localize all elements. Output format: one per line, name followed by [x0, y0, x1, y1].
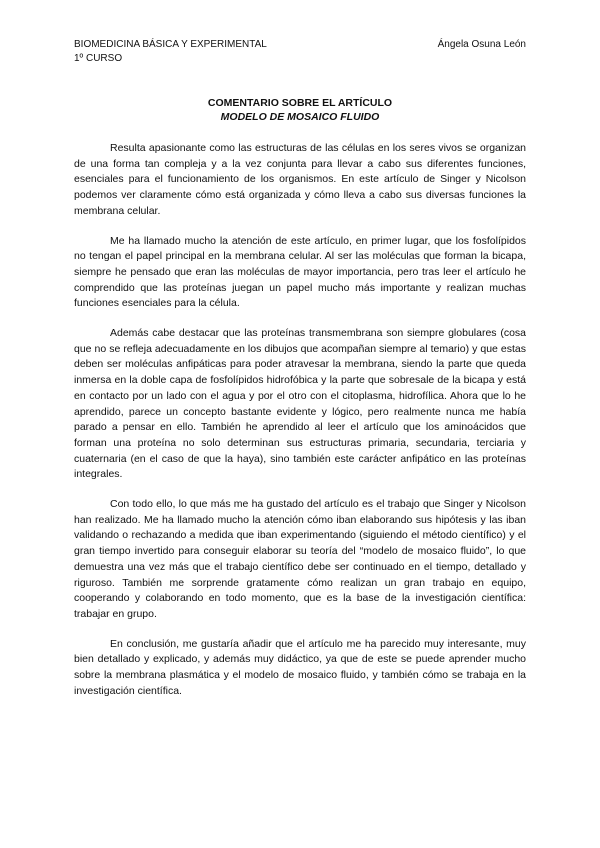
- header-course: 1º CURSO: [74, 53, 123, 64]
- paragraph: En conclusión, me gustaría añadir que el artículo me ha parecido muy interesante, muy bien detallado y explicado, y además muy didáctico, ya que de este se puede aprender mucho sobre la membrana plasmática y el modelo de mosaico fluido, y también cómo se trabaja en la investigación científica.: [74, 637, 526, 697]
- document-title: [74, 96, 526, 124]
- paragraph: Resulta apasionante como las estructuras de las células en los seres vivos se organizan de una forma tan compleja y a la vez conjunta para llevar a cabo sus diferentes funciones, esenciales para el funcionamiento de los organismos. En este artículo de Singer y Nicolson podemos ver claramente cómo está organizada y cómo lleva a cabo sus diversas funciones la membrana celular.: [74, 142, 526, 217]
- paragraph: Me ha llamado mucho la atención de este artículo, en primer lugar, que los fosfolípidos no tengan el papel principal en la membrana celular. Al ser las moléculas que forman la bicapa, siempre he pensado que eran las moléculas de mayor importancia, pero tras leer el artículo he comprendido que las proteínas juegan un papel mucho más importante y realizan muchas funciones esenciales para la célula.: [74, 234, 526, 310]
- title-main: COMENTARIO SOBRE EL ARTÍCULO: [207, 97, 393, 109]
- paragraph: Además cabe destacar que las proteínas transmembrana son siempre globulares (cosa que no se refleja adecuadamente en los dibujos que acompañan siempre al temario) y que estas deben ser moléculas anfipáticas para poder atravesar la membrana, siendo la parte que queda inmersa en la doble capa de fosfolípidos hidrofóbica y la parte que sobresale de la bicapa y está en contacto por un lado con el agua y por el otro con el citoplasma, hidrofílica. Ahora que lo he aprendido, parece un concepto bastante evidente y lógico, pero realmente nunca me había parado a pensar en ello. También he aprendido al leer el artículo que los aminoácidos que forman una proteína no solo determinan sus estructuras primaria, secundaria, terciaria y cuaternaria (en el caso de que la haya), sino también este carácter anfipático en las proteínas integrales.: [74, 327, 526, 481]
- paragraph: Con todo ello, lo que más me ha gustado del artículo es el trabajo que Singer y Nicolson han realizado. Me ha llamado mucho la atención cómo iban elaborando sus hipótesis y las iban validando o rechazando a medida que iban experimentando (siguiendo el método científico) y el gran tiempo invertido para conseguir elaborar su teoría del “modelo de mosaico fluido”, lo que demuestra una vez más que el trabajo científico debe ser continuado en el tiempo, detallado y riguroso. También me sorprende gratamente cómo realizan un gran trabajo en equipo, cooperando y colaborando en todo momento, que es la base de la investigación científica: trabajar en grupo.: [74, 498, 526, 620]
- header-author: Ángela Osuna León: [437, 39, 526, 50]
- document-body: [74, 141, 526, 714]
- title-subtitle: MODELO DE MOSAICO FLUIDO: [220, 111, 380, 123]
- header-subject: BIOMEDICINA BÁSICA Y EXPERIMENTAL: [74, 39, 267, 50]
